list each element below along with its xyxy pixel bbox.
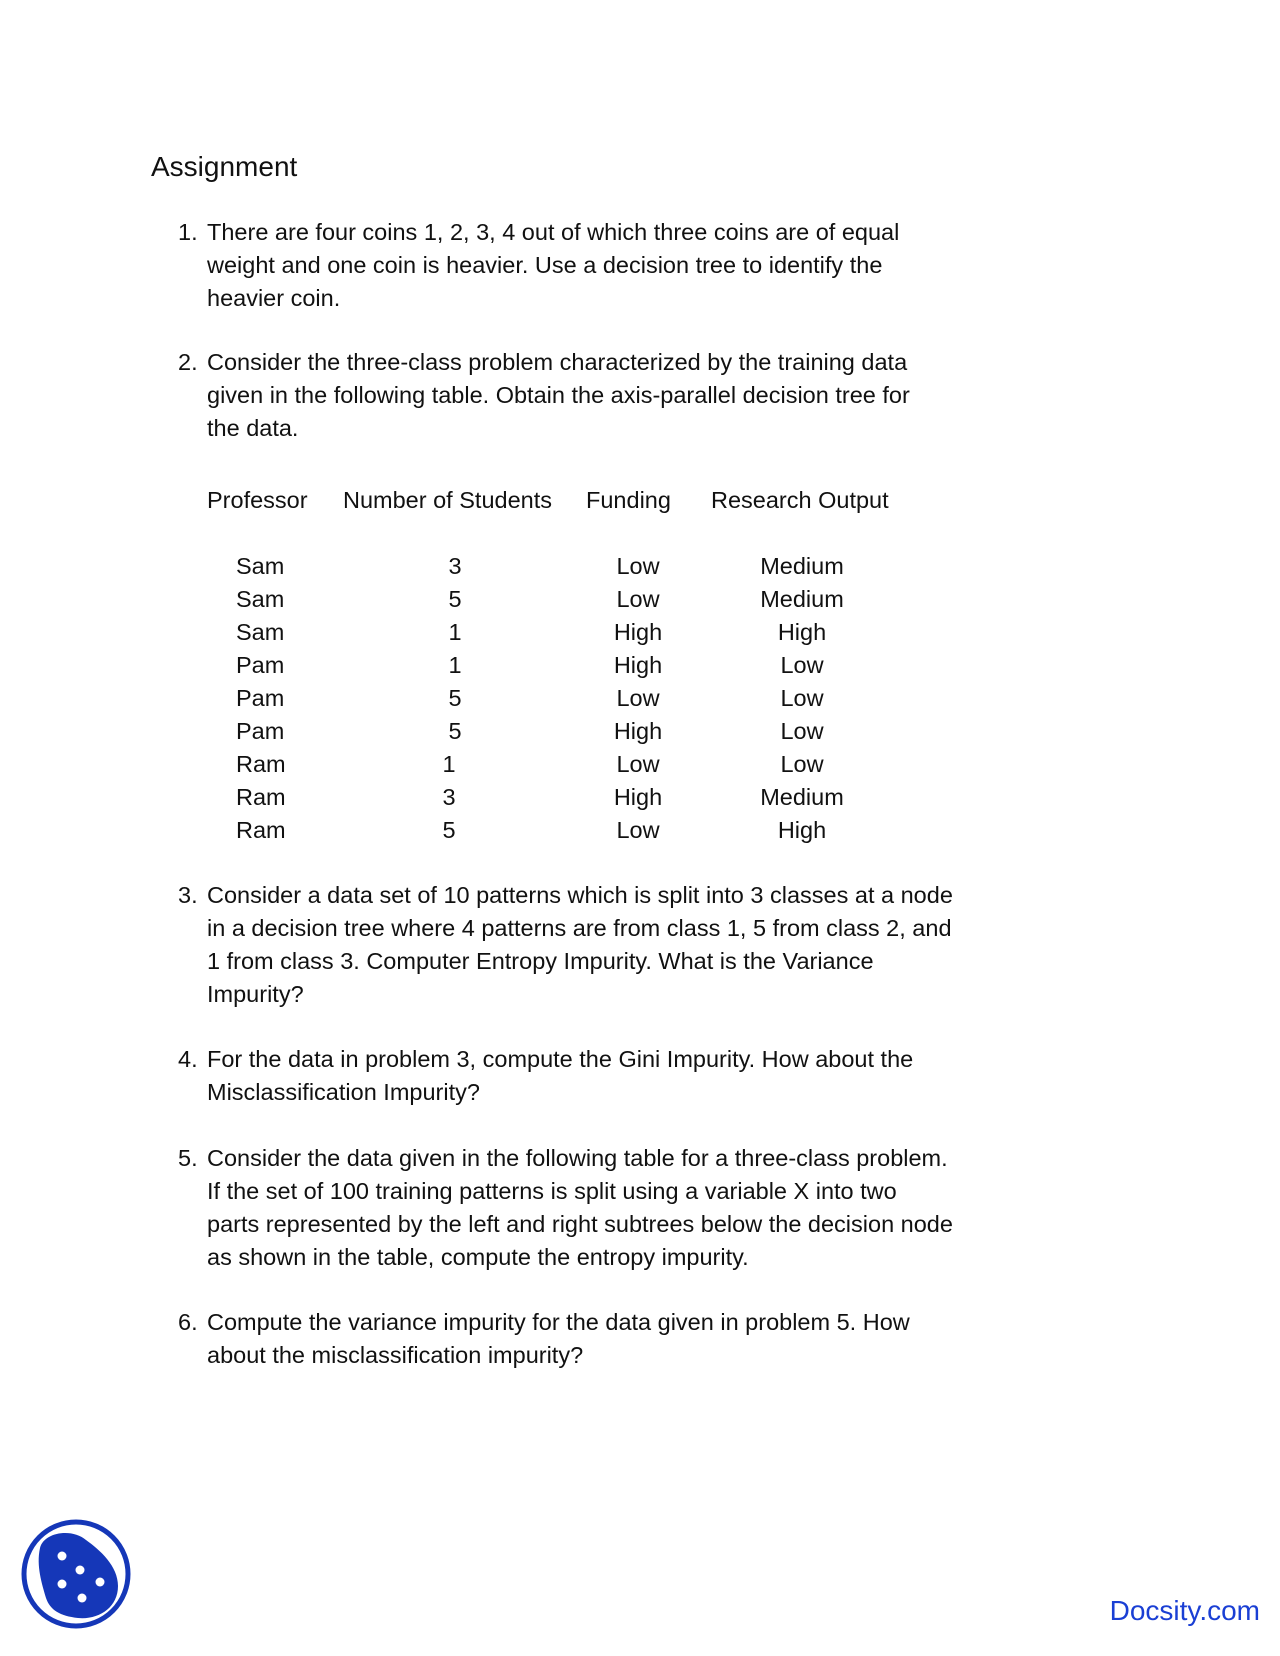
- question-line: Compute the variance impurity for the data given in problem 5. How: [207, 1309, 910, 1335]
- question-line: For the data in problem 3, compute the Gini Impurity. How about the: [207, 1046, 914, 1072]
- question-line: weight and one coin is heavier. Use a decision tree to identify the: [207, 252, 883, 278]
- table-cell: Medium: [760, 553, 844, 579]
- table-cell: High: [777, 619, 827, 645]
- table-cell: 1: [448, 619, 462, 645]
- table-cell: 3: [448, 553, 462, 579]
- question-6: [178, 1306, 1028, 1372]
- table-cell: 5: [448, 586, 462, 612]
- table-cell: Low: [780, 751, 824, 777]
- question-line: Consider a data set of 10 patterns which is split into 3 classes at a node: [207, 882, 953, 908]
- table-cell: Medium: [760, 784, 844, 810]
- question-line: There are four coins 1, 2, 3, 4 out of which three coins are of equal: [207, 219, 900, 245]
- question-number: 1.: [178, 219, 198, 245]
- question-5: [178, 1142, 1028, 1274]
- question-line: given in the following table. Obtain the axis-parallel decision tree for: [207, 382, 910, 408]
- table-cell: 1: [442, 751, 456, 777]
- table-header: Research Output: [711, 487, 889, 513]
- question-line: 1 from class 3. Computer Entropy Impurity. What is the Variance: [207, 948, 874, 974]
- table-cell: Pam: [236, 652, 285, 678]
- table-header: Funding: [586, 487, 671, 513]
- question-line: Consider the data given in the following table for a three-class problem.: [207, 1145, 948, 1171]
- table-cell: Low: [616, 586, 660, 612]
- table-cell: Ram: [236, 817, 286, 843]
- table-cell: 5: [448, 718, 462, 744]
- table-cell: High: [777, 817, 827, 843]
- question-number: 6.: [178, 1309, 198, 1335]
- table-cell: Ram: [236, 784, 286, 810]
- docsity-logo-icon[interactable]: [20, 1518, 132, 1630]
- table-cell: Low: [616, 685, 660, 711]
- question-number: 5.: [178, 1145, 198, 1171]
- table-cell: 3: [442, 784, 456, 810]
- question-line: as shown in the table, compute the entropy impurity.: [207, 1244, 749, 1270]
- table-cell: Low: [780, 652, 824, 678]
- question-4: [178, 1043, 1028, 1109]
- table-cell: Ram: [236, 751, 286, 777]
- table-cell: Sam: [236, 553, 285, 579]
- table-cell: High: [613, 652, 663, 678]
- question-line: parts represented by the left and right subtrees below the decision node: [207, 1211, 953, 1237]
- question-line: Consider the three-class problem characterized by the training data: [207, 349, 908, 375]
- table-cell: High: [613, 784, 663, 810]
- table-cell: Pam: [236, 685, 285, 711]
- question-line: the data.: [207, 415, 299, 441]
- question-line: Misclassification Impurity?: [207, 1079, 480, 1105]
- question-line: heavier coin.: [207, 285, 341, 311]
- table-cell: 5: [442, 817, 456, 843]
- table-cell: Sam: [236, 586, 285, 612]
- table-cell: High: [613, 619, 663, 645]
- table-header: Professor: [207, 487, 308, 513]
- table-cell: Pam: [236, 718, 285, 744]
- table-cell: 5: [448, 685, 462, 711]
- docsity-brand-link[interactable]: Docsity.com: [1109, 1595, 1260, 1626]
- table-cell: Low: [616, 817, 660, 843]
- question-number: 3.: [178, 882, 198, 908]
- question-line: Impurity?: [207, 981, 304, 1007]
- table-cell: Low: [616, 751, 660, 777]
- table-cell: Low: [780, 685, 824, 711]
- table-cell: High: [613, 718, 663, 744]
- question-line: in a decision tree where 4 patterns are from class 1, 5 from class 2, and: [207, 915, 952, 941]
- page-title: Assignment: [151, 151, 298, 182]
- docsity-logo-svg: [20, 1518, 132, 1630]
- question-3: [178, 879, 1028, 1011]
- table-header: Number of Students: [343, 487, 552, 513]
- table-cell: 1: [448, 652, 462, 678]
- table-cell: Low: [616, 553, 660, 579]
- question-line: If the set of 100 training patterns is split using a variable X into two: [207, 1178, 897, 1204]
- table-cell: Medium: [760, 586, 844, 612]
- question-number: 4.: [178, 1046, 198, 1072]
- question-line: about the misclassification impurity?: [207, 1342, 584, 1368]
- table-cell: Low: [780, 718, 824, 744]
- table-cell: Sam: [236, 619, 285, 645]
- question-number: 2.: [178, 349, 198, 375]
